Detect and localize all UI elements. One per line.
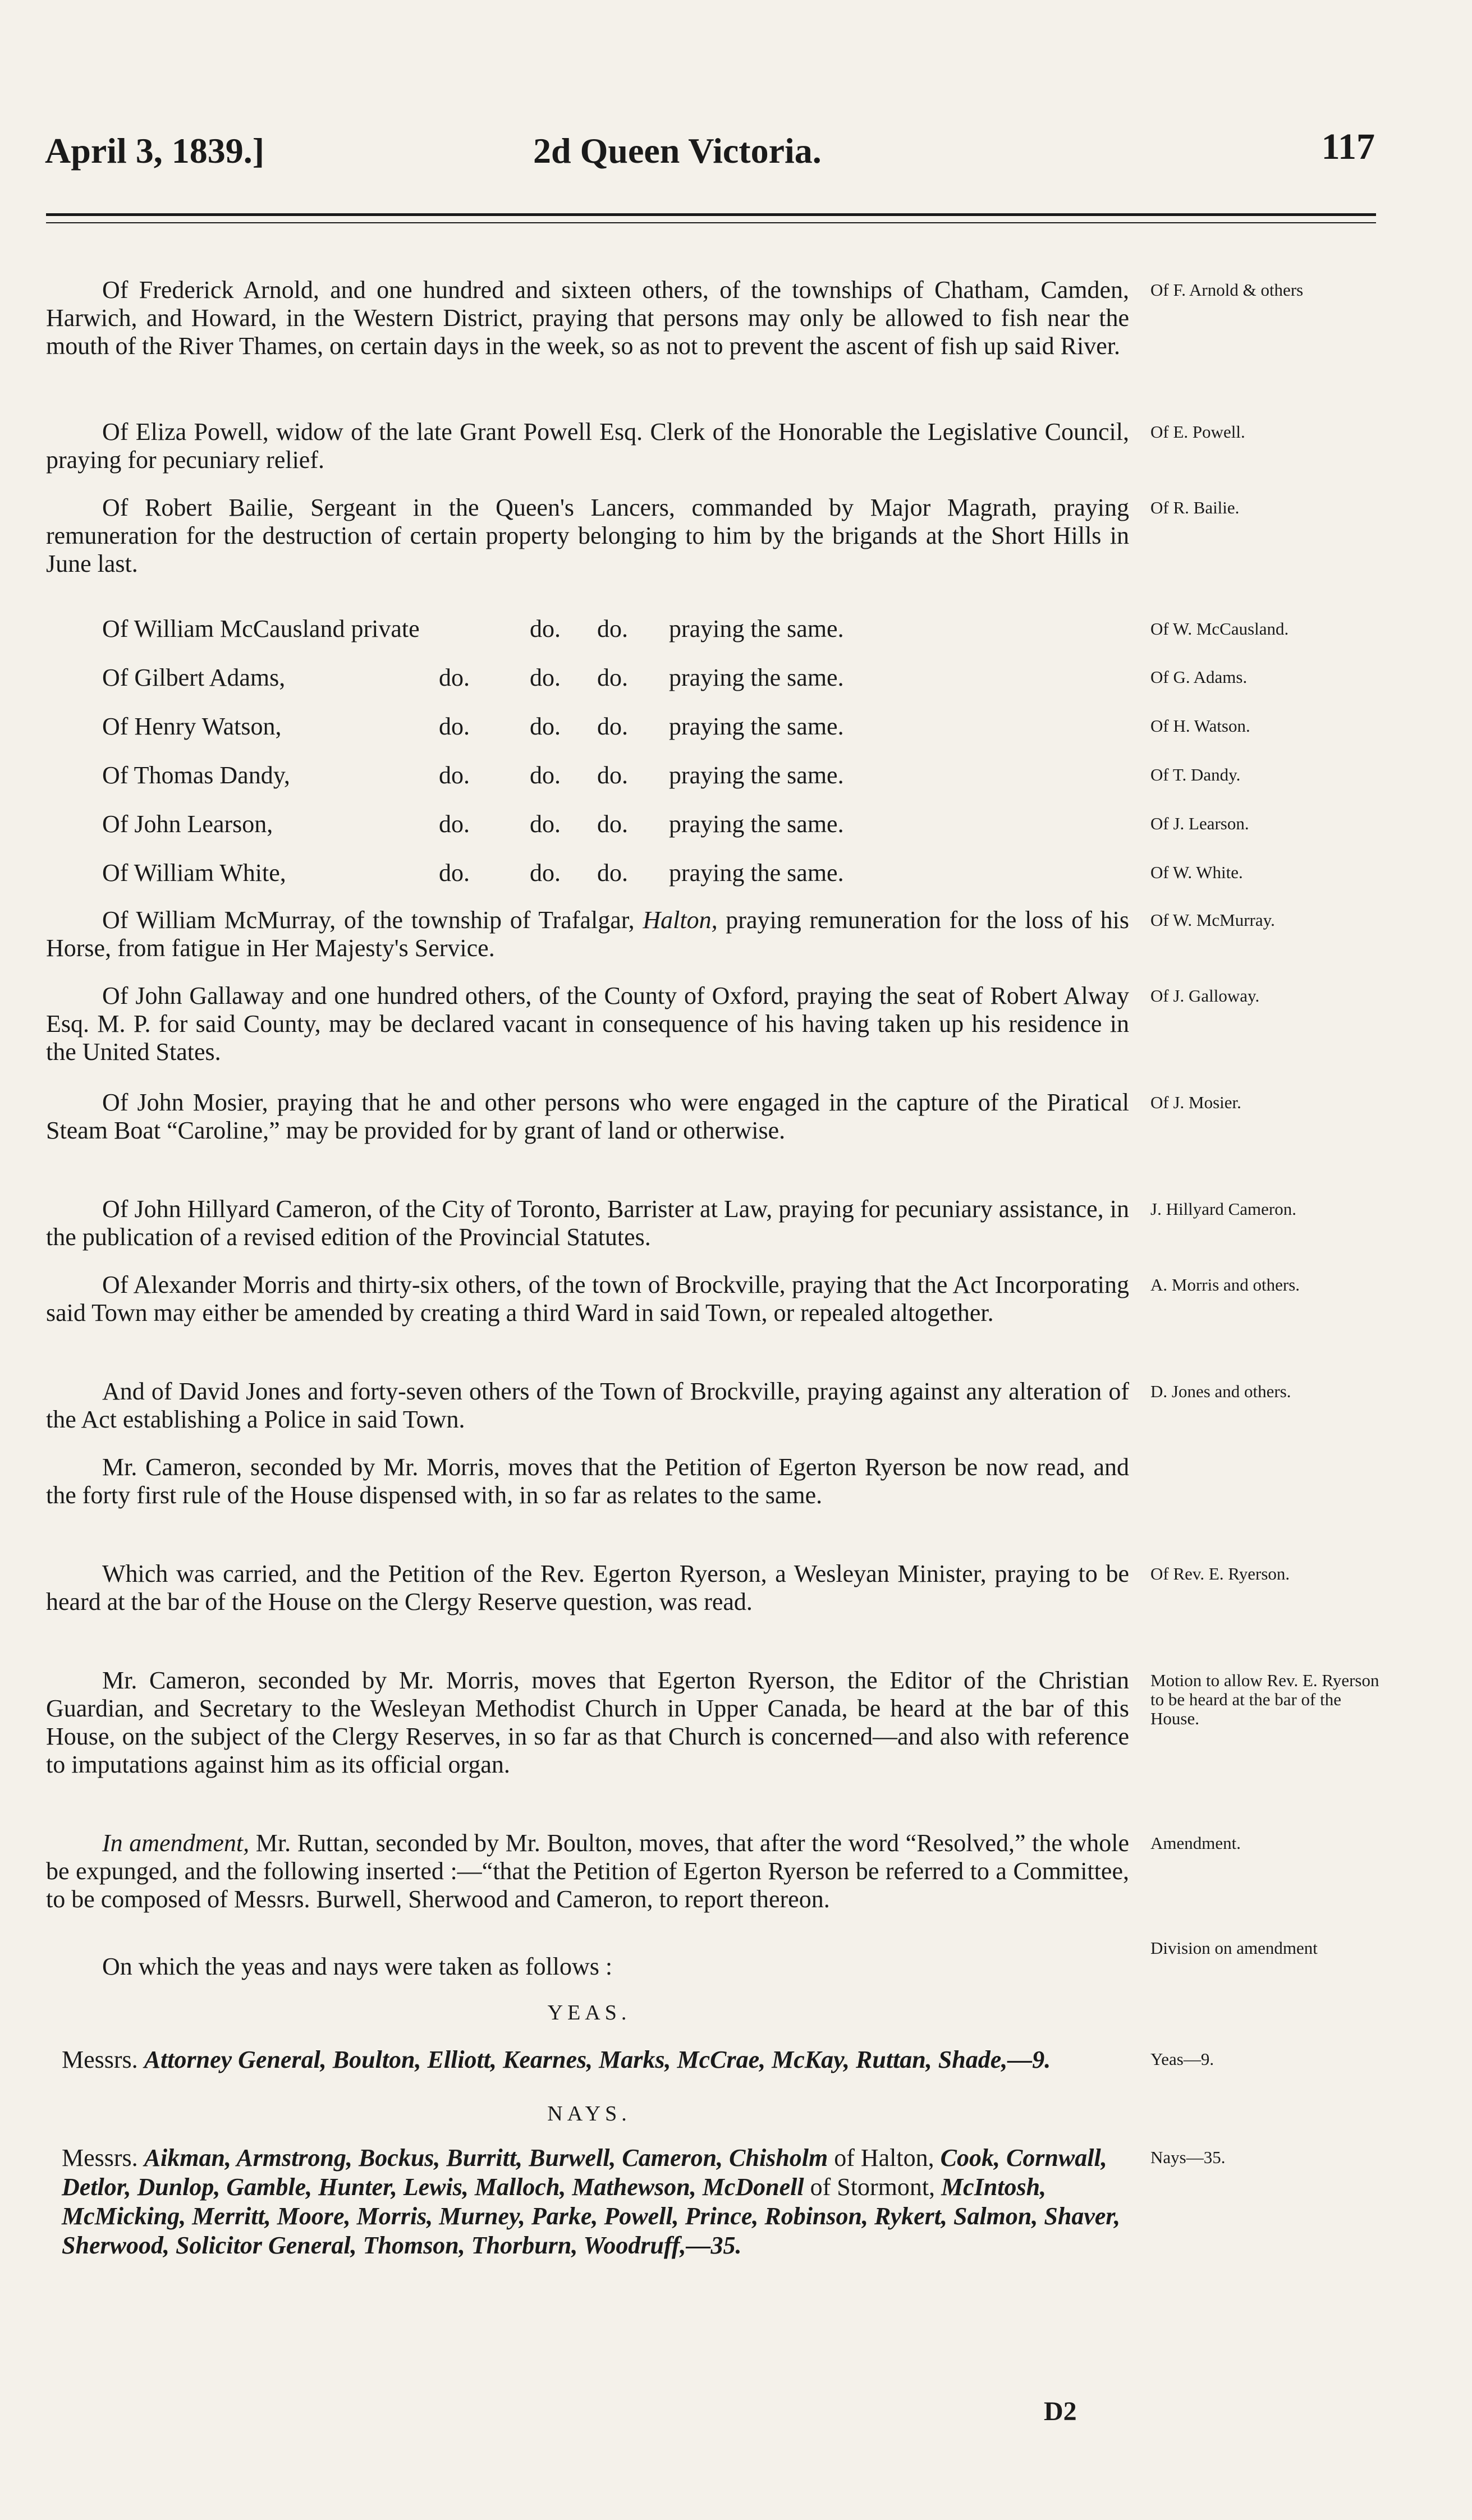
- row-praying: praying the same.: [669, 713, 844, 740]
- petition-powell: Of Eliza Powell, widow of the late Grant Powell Esq. Clerk of the Honorable the Legislative Council, praying for pecuniary relief.: [46, 418, 1129, 474]
- row-name: Of John Learson,: [102, 810, 273, 838]
- nays-names-c: McIntosh, McMicking, Merritt, Moore, Morris, Murney, Parke, Powell, Prince, Robinson, Rykert, Salmon, Shaver, Sherwood, Solicitor General, Thomson, Thorburn, Woodruff,—35.: [62, 2173, 1121, 2259]
- petition-row: [102, 859, 1112, 892]
- nays-names-a: Aikman, Armstrong, Bockus, Burritt, Burwell, Cameron, Chisholm: [144, 2144, 828, 2172]
- division-intro: On which the yeas and nays were taken as follows :: [102, 1953, 613, 1980]
- row-ditto: do.: [530, 713, 561, 740]
- motion-read-petition: Mr. Cameron, seconded by Mr. Morris, moves that the Petition of Egerton Ryerson be now read, and the forty first rule of the House dispensed with, in so far as relates to the same.: [46, 1453, 1129, 1509]
- row-praying: praying the same.: [669, 761, 844, 789]
- petition-mcmurray-a: Of William McMurray, of the township of Trafalgar,: [102, 906, 643, 934]
- yeas-names: Attorney General, Boulton, Elliott, Kearnes, Marks, McCrae, McKay, Ruttan, Shade,—9.: [144, 2046, 1051, 2073]
- petition-gallaway: Of John Gallaway and one hundred others, of the County of Oxford, praying the seat of Robert Alway Esq. M. P. for said County, may be declared vacant in consequence of his having taken up his residence in the United States.: [46, 982, 1129, 1066]
- margin-note-powell: Of E. Powell.: [1150, 422, 1245, 442]
- signature-mark: D2: [1044, 2397, 1077, 2426]
- row-ditto: do.: [597, 761, 628, 789]
- margin-note-yeas: Yeas—9.: [1150, 2049, 1214, 2069]
- margin-note-learson: Of J. Learson.: [1150, 814, 1249, 833]
- petition-row: [102, 761, 1112, 795]
- motion-allow-ryerson: Mr. Cameron, seconded by Mr. Morris, moves that Egerton Ryerson, the Editor of the Christian Guardian, and Secretary to the Wesleyan Methodist Church in Upper Canada, be heard at the bar of this House, on the subject of the Clergy Reserves, in so far as that Church is concerned—and also with reference to imputations against him as its official organ.: [46, 1667, 1129, 1778]
- row-name: Of Henry Watson,: [102, 713, 282, 740]
- nays-prefix: Messrs.: [62, 2144, 138, 2172]
- margin-note-galloway: Of J. Galloway.: [1150, 986, 1260, 1006]
- margin-note-division: Division on amendment: [1150, 1938, 1318, 1958]
- nays-plain-b: of Stormont,: [804, 2173, 942, 2201]
- margin-note-morris: A. Morris and others.: [1150, 1275, 1300, 1295]
- petition-mcmurray-place: Halton,: [643, 906, 718, 934]
- margin-note-jones: D. Jones and others.: [1150, 1381, 1291, 1401]
- margin-note-arnold: Of F. Arnold & others: [1150, 280, 1304, 300]
- nays-plain-a: of Halton,: [828, 2144, 941, 2172]
- motion-carried: Which was carried, and the Petition of the Rev. Egerton Ryerson, a Wesleyan Minister, praying to be heard at the bar of the House on the Clergy Reserve question, was read.: [46, 1560, 1129, 1615]
- margin-note-mccausland: Of W. McCausland.: [1150, 619, 1289, 639]
- nays-list: [62, 2143, 1145, 2260]
- amendment: [46, 1829, 1129, 1913]
- margin-note-motion: Motion to allow Rev. E. Ryerson to be heard at the bar of the House.: [1150, 1670, 1379, 1728]
- petition-arnold: Of Frederick Arnold, and one hundred and sixteen others, of the townships of Chatham, Camden, Harwich, and Howard, in the Western District, praying that persons may only be allowed to fish near the mouth of the River Thames, on certain days in the week, so as not to prevent the ascent of fish up said River.: [46, 276, 1129, 360]
- row-ditto: do.: [597, 859, 628, 887]
- row-ditto: do.: [439, 713, 470, 740]
- margin-note-watson: Of H. Watson.: [1150, 716, 1250, 736]
- row-ditto: do.: [530, 615, 561, 642]
- petition-mcmurray-b: praying remuneration for the loss of his Horse, from fatigue in Her Majesty's Service.: [46, 906, 1129, 962]
- petition-row: [102, 712, 1112, 746]
- margin-note-ryerson: Of Rev. E. Ryerson.: [1150, 1564, 1290, 1583]
- page-header: [45, 126, 1375, 192]
- margin-note-white: Of W. White.: [1150, 862, 1243, 882]
- row-name: Of William White,: [102, 859, 286, 887]
- yeas-list: [62, 2045, 1145, 2074]
- row-praying: praying the same.: [669, 615, 844, 642]
- yeas-prefix: Messrs.: [62, 2046, 138, 2073]
- row-praying: praying the same.: [669, 859, 844, 887]
- row-ditto: do.: [439, 664, 470, 691]
- header-date: April 3, 1839.]: [45, 131, 265, 171]
- petition-row: [102, 614, 1112, 648]
- petition-bailie: Of Robert Bailie, Sergeant in the Queen's Lancers, commanded by Major Magrath, praying remuneration for the destruction of certain property belonging to him by the brigands at the Short Hills in June last.: [46, 494, 1129, 577]
- petition-jones: And of David Jones and forty-seven others of the Town of Brockville, praying against any alteration of the Act establishing a Police in said Town.: [46, 1378, 1129, 1433]
- row-ditto: do.: [439, 761, 470, 789]
- margin-note-mcmurray: Of W. McMurray.: [1150, 910, 1275, 930]
- margin-note-cameron: J. Hillyard Cameron.: [1150, 1199, 1297, 1219]
- row-ditto: do.: [597, 713, 628, 740]
- row-praying: praying the same.: [669, 664, 844, 691]
- row-name: Of Thomas Dandy,: [102, 761, 290, 789]
- petition-cameron: Of John Hillyard Cameron, of the City of Toronto, Barrister at Law, praying for pecuniary assistance, in the publication of a revised edition of the Provincial Statutes.: [46, 1195, 1129, 1251]
- header-title: 2d Queen Victoria.: [533, 131, 822, 171]
- row-ditto: do.: [439, 810, 470, 838]
- margin-note-nays: Nays—35.: [1150, 2147, 1226, 2167]
- amendment-lead: In amendment,: [102, 1829, 250, 1857]
- row-ditto: do.: [597, 664, 628, 691]
- row-ditto: do.: [597, 810, 628, 838]
- row-name: Of Gilbert Adams,: [102, 664, 286, 691]
- yeas-heading: YEAS.: [547, 2001, 631, 2025]
- petition-row: [102, 810, 1112, 843]
- row-ditto: do.: [530, 859, 561, 887]
- margin-note-bailie: Of R. Bailie.: [1150, 498, 1240, 517]
- margin-note-dandy: Of T. Dandy.: [1150, 765, 1241, 784]
- header-rule-thick: [46, 213, 1376, 216]
- nays-names-b: Cook, Cornwall, Detlor, Dunlop, Gamble, Hunter, Lewis, Malloch, Mathewson, McDonell: [62, 2144, 1107, 2201]
- header-rule-thin: [46, 222, 1376, 223]
- petition-row: [102, 663, 1112, 697]
- row-ditto: do.: [530, 664, 561, 691]
- amendment-body: Mr. Ruttan, seconded by Mr. Boulton, moves, that after the word “Resolved,” the whole be expunged, and the following inserted :—“that the Petition of Egerton Ryerson be referred to a Committee, to be composed of Messrs. Burwell, Sherwood and Cameron, to report thereon.: [46, 1829, 1129, 1913]
- margin-note-adams: Of G. Adams.: [1150, 667, 1248, 687]
- row-ditto: do.: [597, 615, 628, 642]
- page-number: 117: [1321, 126, 1375, 167]
- petition-morris: Of Alexander Morris and thirty-six others, of the town of Brockville, praying that the Act Incorporating said Town may either be amended by creating a third Ward in said Town, or repealed altogether.: [46, 1271, 1129, 1326]
- nays-heading: NAYS.: [547, 2102, 631, 2126]
- petition-mcmurray: [46, 906, 1129, 962]
- row-praying: praying the same.: [669, 810, 844, 838]
- petition-mosier: Of John Mosier, praying that he and other persons who were engaged in the capture of the Piratical Steam Boat “Caroline,” may be provided for by grant of land or otherwise.: [46, 1089, 1129, 1144]
- margin-note-mosier: Of J. Mosier.: [1150, 1093, 1241, 1112]
- row-ditto: do.: [530, 761, 561, 789]
- row-ditto: do.: [439, 859, 470, 887]
- row-name: Of William McCausland private: [102, 615, 420, 642]
- margin-note-amendment: Amendment.: [1150, 1833, 1241, 1853]
- row-ditto: do.: [530, 810, 561, 838]
